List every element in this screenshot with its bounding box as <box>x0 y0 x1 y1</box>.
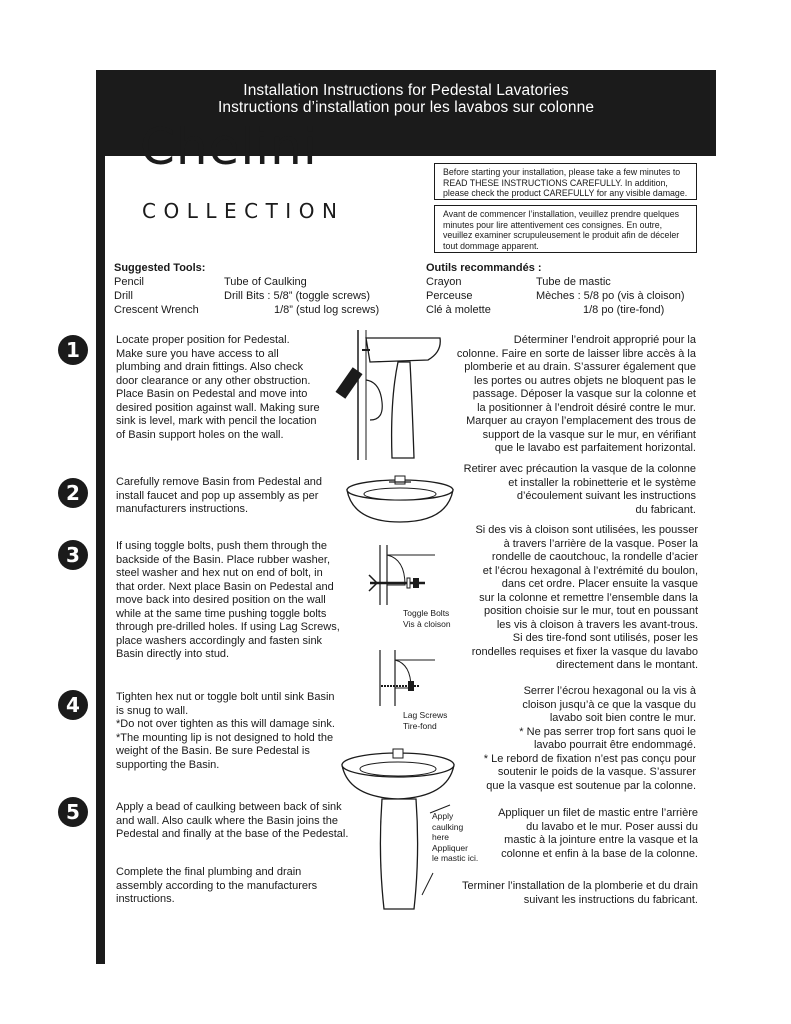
step-2-french: Retirer avec précaution la vasque de la colonne et installer la robinetterie et le système d’écoulement suivant les instructions du fabricant. <box>463 463 696 516</box>
tool-fr-row-value: Tube de mastic <box>536 276 611 288</box>
title-english: Installation Instructions for Pedestal Lavatories <box>243 82 569 99</box>
lag-screw-illustration <box>375 650 445 706</box>
caulk-label: Apply caulking here Appliquer le mastic ici. <box>432 811 479 863</box>
tools-french-heading: Outils recommandés : <box>426 262 542 274</box>
faucet-icon <box>395 476 405 484</box>
tools-english <box>114 262 414 318</box>
tool-en-row-value: 1/8” (stud log screws) <box>274 304 380 316</box>
notice-english: Before starting your installation, please take a few minutes to READ THESE INSTRUCTIONS CAREFULLY. In addition, please check the product CAREFULLY for any visible damage. <box>434 163 697 200</box>
pedestal-basin-illustration <box>340 330 450 460</box>
step-4-french: Serrer l’écrou hexagonal ou la vis à cloison jusqu’à ce que la vasque du lavabo soit bien contre le mur. * Ne pas serrer trop fort sans quoi le lavabo pourrait être endommagé. * Le rebord de fixation n’est pas conçu pour soutenir le poids de la vasque. S’assurer que la vasque est soutenue par la colonne. <box>483 685 696 792</box>
pedestal-sink-illustration <box>338 745 458 915</box>
lag-screws-label: Lag Screws Tire-fond <box>403 710 448 731</box>
tool-en-row: Drill <box>114 290 133 302</box>
logo-collection: COLLECTION <box>142 199 345 223</box>
tool-en-row-value: Drill Bits : 5/8” (toggle screws) <box>224 290 371 302</box>
notice-french: Avant de commencer l’installation, veuillez prendre quelques minutes pour lire attentivement ces consignes. En outre, veuillez examiner scrupuleusement le produit afin de déceler tout dommage apparent. <box>434 205 697 253</box>
left-margin-bar <box>96 70 105 964</box>
step-number-3: 3 <box>58 540 88 570</box>
toggle-bolts-label: Toggle Bolts Vis à cloison <box>403 608 451 629</box>
logo-wordmark: Chelini <box>140 118 318 176</box>
tool-fr-row: Clé à molette <box>426 304 491 316</box>
step-number-1: 1 <box>58 335 88 365</box>
step-number-2: 2 <box>58 478 88 508</box>
step-1-french: Déterminer l’endroit approprié pour la colonne. Faire en sorte de laisser libre accès à la plomberie et au drain. S’assurer également que les portes ou autres objets ne bloquent pas le passage. Déposer la vasque sur la colonne et la positionner à l’endroit désiré contre le mur. Marquer au crayon l’emplacement des trous de support de la vasque sur le mur, en vérifiant que le lavabo est parfaitement horizontal. <box>456 334 696 454</box>
step-number-5: 5 <box>58 797 88 827</box>
title-french: Instructions d’installation pour les lavabos sur colonne <box>217 99 595 116</box>
step-3-french: Si des vis à cloison sont utilisées, les pousser à travers l’arrière de la vasque. Poser la rondelle de caoutchouc, la rondelle d’acier et l’écrou hexagonal à l’extrémité du boulon, dans cet ordre. Placer ensuite la vasque sur la colonne et remettre l’ensemble dans la position choisie sur le mur, tout en poussant les vis à cloison à travers les avant-trous. Si des tire-fond sont utilisés, poser les rondelles requises et fixer la vasque du lavabo directement dans le montant. <box>471 524 698 671</box>
tool-en-row: Pencil <box>114 276 144 288</box>
toggle-bolt-illustration <box>365 545 445 605</box>
step-4-english: Tighten hex nut or toggle bolt until sink Basin is snug to wall. *Do not over tighten as this will damage sink. *The mounting lip is not designed to hold the weight of the Basin. Be sure Pedestal is supporting the Basin. <box>116 691 335 771</box>
tool-en-row: Crescent Wrench <box>114 304 199 316</box>
tools-french <box>426 262 706 318</box>
step-3-english: If using toggle bolts, push them through the backside of the Basin. Place rubber washer, steel washer and hex nut on end of bolt, in that order. Next place Basin on Pedestal and move back into desired position on the wall while at the same time pushing toggle bolts through pre-drilled holes. If using Lag Screws, place washers accordingly and fasten sink Basin directly into stud. <box>116 540 340 660</box>
step-1-english: Locate proper position for Pedestal. Make sure you have access to all plumbing and drain fittings. Also check door clearance or any other obstruction. Place Basin on Pedestal and move into desired position against wall. Making sure sink is level, mark with pencil the location of Basin support holes on the wall. <box>116 334 320 441</box>
step-number-4: 4 <box>58 690 88 720</box>
tool-fr-row: Perceuse <box>426 290 473 302</box>
step-2-english: Carefully remove Basin from Pedestal and install faucet and pop up assembly as per manufacturers instructions. <box>116 476 323 515</box>
tool-fr-row-value: 1/8 po (tire-fond) <box>583 304 665 316</box>
final-french: Terminer l’installation de la plomberie et du drain suivant les instructions du fabricant. <box>461 880 698 906</box>
tool-fr-row: Crayon <box>426 276 462 288</box>
tool-en-row-value: Tube of Caulking <box>224 276 307 288</box>
step-5-english: Apply a bead of caulking between back of sink and wall. Also caulk where the Basin joins the Pedestal and finally at the base of the Pedestal. <box>116 801 349 840</box>
tools-english-heading: Suggested Tools: <box>114 262 206 274</box>
basin-with-faucet-illustration <box>345 470 455 525</box>
tool-fr-row-value: Mèches : 5/8 po (vis à cloison) <box>536 290 685 302</box>
step-5-french: Appliquer un filet de mastic entre l’arrière du lavabo et le mur. Poser aussi du mastic à la jointure entre la vasque et la colonne et enfin à la base de la colonne. <box>498 807 698 860</box>
faucet-icon <box>393 749 403 758</box>
final-english: Complete the final plumbing and drain assembly according to the manufacturers instructions. <box>116 866 318 905</box>
